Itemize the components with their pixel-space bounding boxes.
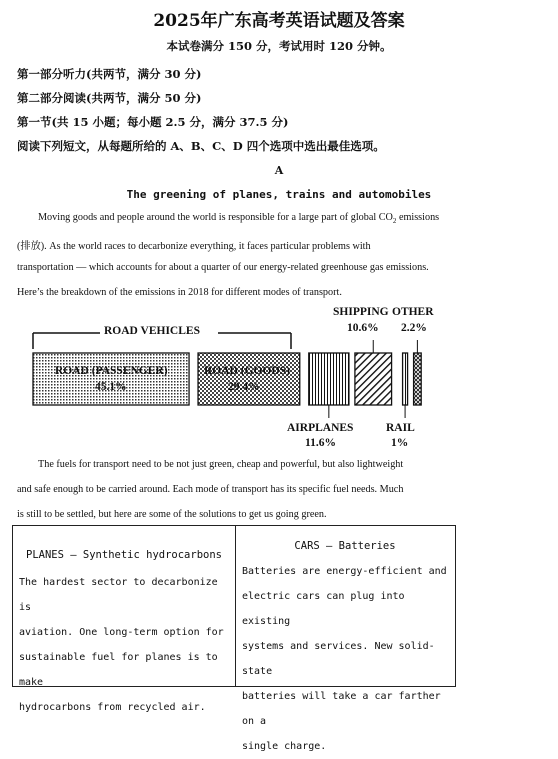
bar-airplanes <box>309 353 349 405</box>
part-one-heading: 第一部分听力(共两节，满分 30 分) <box>17 67 202 81</box>
paragraph-two-line-2: and safe enough to be carried around. Each mode of transport has its specific fuel needs. Much <box>17 484 404 495</box>
road-goods-label: ROAD (GOODS) <box>204 365 290 377</box>
bar-other <box>414 353 422 405</box>
bar-road-goods <box>198 353 300 405</box>
rail-label: RAIL <box>386 422 415 434</box>
airplanes-value: 11.6% <box>305 437 336 449</box>
airplanes-label: AIRPLANES <box>287 422 354 434</box>
passage-letter: A <box>274 164 284 177</box>
paragraph-one-line-3: transportation — which accounts for about a quarter of our energy-related greenhouse gas emissions. <box>17 262 429 273</box>
paragraph-two-line-1: The fuels for transport need to be not just green, cheap and powerful, but also lightweight <box>38 459 404 470</box>
shipping-value: 10.6% <box>347 322 379 334</box>
road-passenger-value: 45.1% <box>95 381 127 393</box>
section-one-heading: 第一节(共 15 小题；每小题 2.5 分，满分 37.5 分) <box>17 115 289 129</box>
planes-body: The hardest sector to decarbonize is aviation. One long-term option for sustainable fuel for planes is to make hydrocarbons from recycled air. <box>19 577 224 713</box>
cars-heading: CARS — Batteries <box>294 540 396 552</box>
other-value: 2.2% <box>401 322 427 334</box>
planes-heading: PLANES — Synthetic hydrocarbons <box>26 549 222 561</box>
shipping-label: SHIPPING <box>333 306 389 318</box>
cars-body: Batteries are energy-efficient and electric cars can plug into existing systems and services. New solid-state batteries will take a car farther on a single charge. <box>242 566 447 752</box>
other-label: OTHER <box>392 306 434 318</box>
road-vehicles-label: ROAD VEHICLES <box>104 325 200 337</box>
bar-rail <box>403 353 408 405</box>
emissions-breakdown-chart <box>0 300 558 460</box>
paragraph-one-line-2: (排放). As the world races to decarbonize everything, it faces particular problems with <box>17 241 371 252</box>
paragraph-one-line-4: Here’s the breakdown of the emissions in 2018 for different modes of transport. <box>17 287 342 298</box>
bar-road-passenger <box>33 353 189 405</box>
rail-value: 1% <box>391 437 409 449</box>
paragraph-one-line-1: Moving goods and people around the world is responsible for a large part of global $CO_2$ emissions <box>38 212 440 226</box>
road-passenger-label: ROAD (PASSENGER) <box>55 365 168 377</box>
reading-instruction: 阅读下列短文，从每题所给的 A、B、C、D 四个选项中选出最佳选项。 <box>17 139 385 153</box>
fuel-solutions-table <box>12 525 456 752</box>
paragraph-two-line-3: is still to be settled, but here are some of the solutions to get us going green. <box>17 509 327 520</box>
exam-info: 本试卷满分 150 分，考试用时 120 分钟。 <box>166 39 392 53</box>
part-two-heading: 第二部分阅读(共两节，满分 50 分) <box>17 91 202 105</box>
planes-column <box>13 526 236 713</box>
road-goods-value: 29.4% <box>228 381 260 393</box>
cars-column <box>236 526 455 752</box>
bar-shipping <box>355 353 392 405</box>
article-title: The greening of planes, trains and automobiles <box>126 188 432 201</box>
page-title: 2025年广东高考英语试题及答案 <box>153 11 405 31</box>
